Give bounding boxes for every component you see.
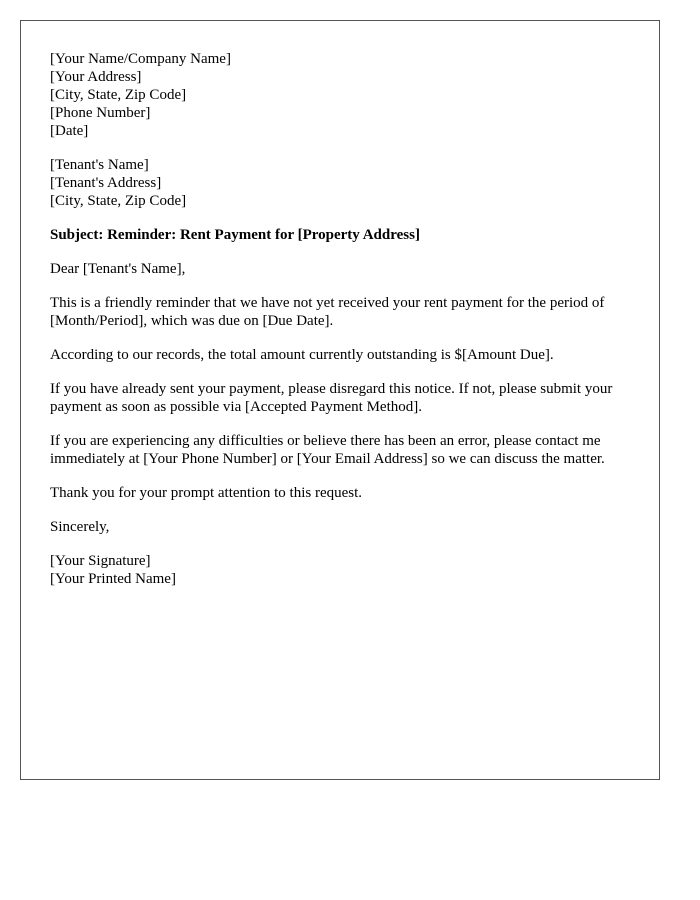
subject-line: Subject: Reminder: Rent Payment for [Property Address]: [50, 227, 420, 243]
sender-block: [50, 50, 640, 140]
letter-content: [50, 50, 640, 604]
body-paragraph-4: If you are experiencing any difficulties or believe there has been an error, please contact me immediately at [Your Phone Number] or [Your Email Address] so we can discuss the matter.: [50, 433, 605, 467]
salutation: Dear [Tenant's Name],: [50, 261, 186, 277]
sender-name: [Your Name/Company Name]: [50, 51, 231, 67]
body-paragraph-2: According to our records, the total amount currently outstanding is $[Amount Due].: [50, 347, 554, 363]
letter-date: [Date]: [50, 123, 89, 139]
sender-city-state-zip: [City, State, Zip Code]: [50, 87, 187, 103]
body-paragraph-5: Thank you for your prompt attention to this request.: [50, 485, 363, 501]
sender-address: [Your Address]: [50, 69, 142, 85]
sender-phone: [Phone Number]: [50, 105, 151, 121]
printed-name: [Your Printed Name]: [50, 571, 176, 587]
recipient-block: [50, 156, 640, 210]
body-paragraph-1: This is a friendly reminder that we have not yet received your rent payment for the period of [Month/Period], which was due on [Due Date].: [50, 295, 605, 329]
recipient-name: [Tenant's Name]: [50, 157, 149, 173]
recipient-city-state-zip: [City, State, Zip Code]: [50, 193, 187, 209]
closing: Sincerely,: [50, 519, 110, 535]
signature-line: [Your Signature]: [50, 553, 151, 569]
letter-page: [20, 20, 660, 780]
body-paragraph-3: If you have already sent your payment, please disregard this notice. If not, please submit your payment as soon as possible via [Accepted Payment Method].: [50, 381, 613, 415]
recipient-address: [Tenant's Address]: [50, 175, 162, 191]
signature-block: [50, 552, 640, 588]
